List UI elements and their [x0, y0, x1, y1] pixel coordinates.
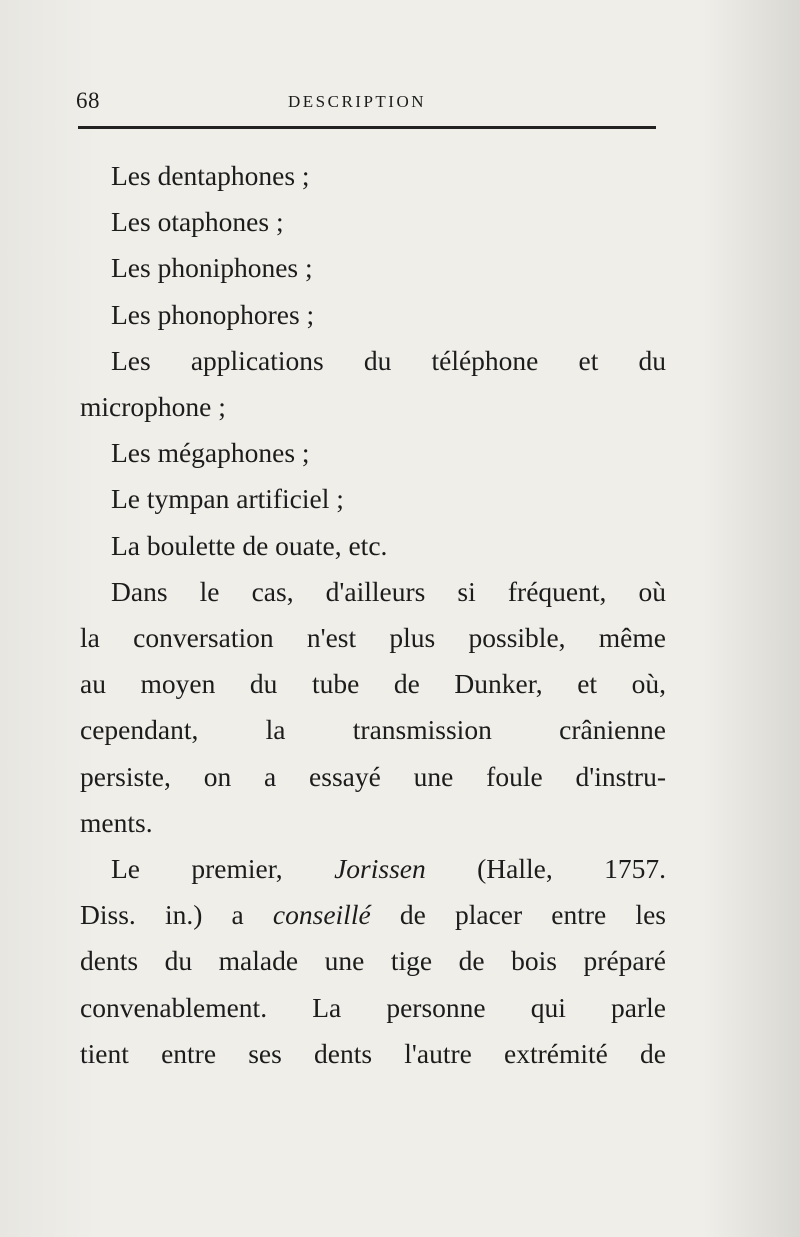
page-number: 68	[76, 88, 100, 113]
text-line	[80, 892, 666, 938]
text-line: Les mégaphones ;	[111, 437, 310, 469]
text-line: cependant, la transmission crânienne	[80, 714, 666, 746]
text-line: Dans le cas, d'ailleurs si fréquent, où	[111, 575, 666, 607]
text-line: Les dentaphones ;	[111, 160, 310, 191]
text-line: la conversation n'est plus possible, même	[80, 622, 666, 654]
text-line: Les phonophores ;	[111, 298, 315, 330]
text-line: Les otaphones ;	[111, 206, 284, 238]
text-line: microphone ;	[80, 391, 226, 423]
text-line: Le tympan artificiel ;	[111, 483, 344, 515]
text-line: convenablement. La personne qui parle	[80, 991, 666, 1023]
page-body	[80, 153, 666, 1077]
text-line: Les applications du téléphone et du	[111, 344, 666, 376]
text-line: au moyen du tube de Dunker, et où,	[80, 668, 666, 700]
text-line: dents du malade une tige de bois préparé	[80, 945, 666, 977]
text-line: persiste, on a essayé une foule d'instru-	[80, 760, 666, 792]
text-line: Les phoniphones ;	[111, 252, 313, 284]
italic-name: Jorissen	[334, 853, 426, 885]
text-line: tient entre ses dents l'autre extrémité de	[80, 1037, 666, 1069]
page-header	[76, 88, 656, 118]
text-line: ments.	[80, 806, 153, 838]
text-run: Diss. in.) a	[80, 899, 244, 931]
text-line: La boulette de ouate, etc.	[111, 529, 388, 561]
header-rule	[78, 126, 656, 129]
italic-word: conseillé	[272, 899, 371, 931]
text-run: Le premier,	[111, 853, 283, 885]
running-head: DESCRIPTION	[288, 92, 427, 111]
text-line	[80, 846, 666, 892]
text-run: de placer entre les	[399, 899, 666, 931]
text-run: (Halle, 1757.	[477, 853, 666, 885]
